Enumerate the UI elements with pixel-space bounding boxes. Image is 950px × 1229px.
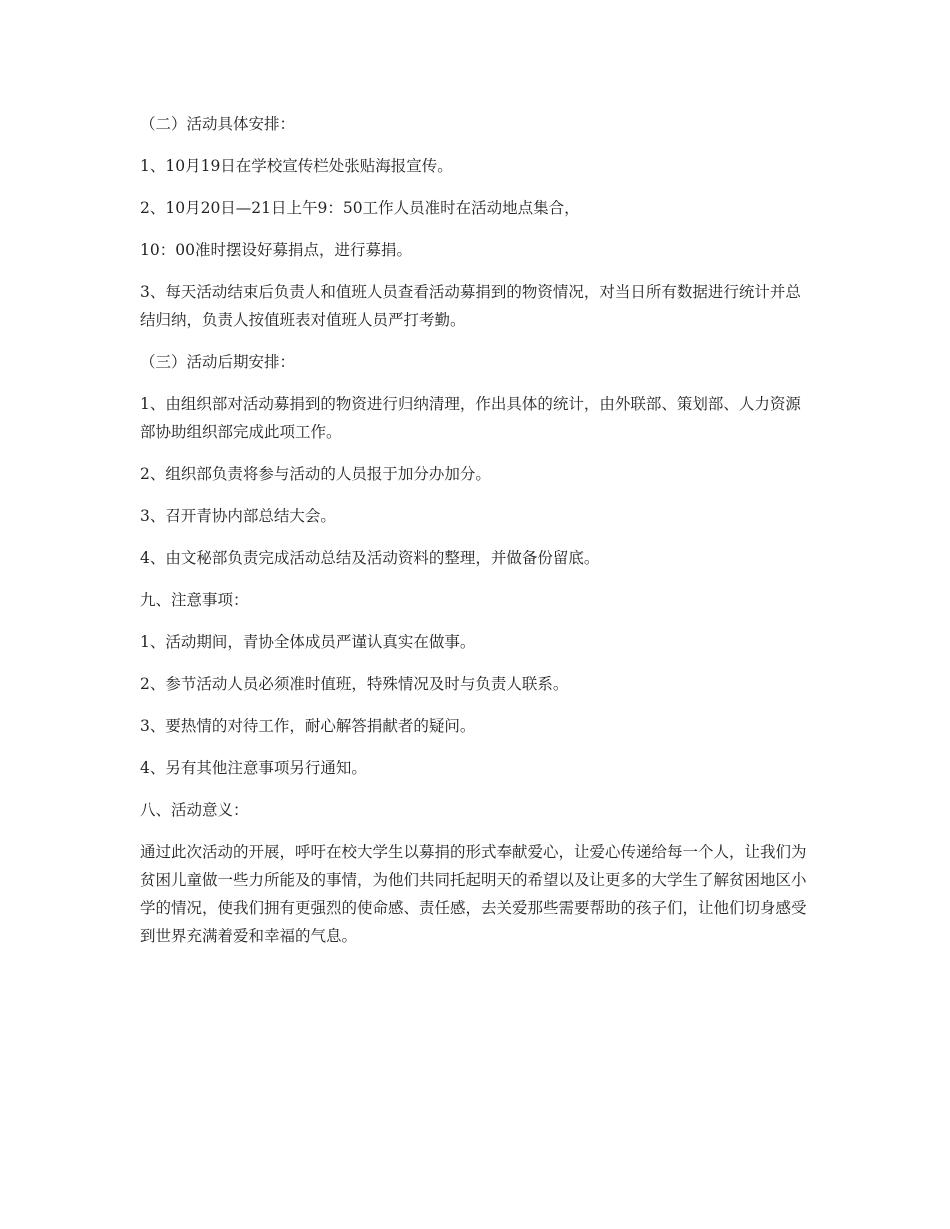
post-activity-item-3: 3、召开青协内部总结大会。 (140, 507, 336, 525)
notes-item-1: 1、活动期间，青协全体成员严谨认真实在做事。 (140, 633, 476, 651)
document-page (140, 110, 810, 964)
schedule-item-2-continued: 10：00准时摆设好募捐点，进行募捐。 (140, 241, 412, 259)
schedule-item-2: 2、10月20日—21日上午9：50工作人员准时在活动地点集合， (140, 199, 580, 217)
schedule-item-3: 3、每天活动结束后负责人和值班人员查看活动募捐到的物资情况，对当日所有数据进行统计并总结归纳，负责人按值班表对值班人员严打考勤。 (140, 283, 801, 329)
section-heading-significance: 八、活动意义： (140, 801, 249, 819)
section-heading-post-activity: （三）活动后期安排： (140, 353, 296, 371)
post-activity-item-1: 1、由组织部对活动募捐到的物资进行归纳清理，作出具体的统计，由外联部、策划部、人力资源部协助组织部完成此项工作。 (140, 395, 801, 441)
section-heading-activity-schedule: （二）活动具体安排： (140, 115, 296, 133)
significance-paragraph: 通过此次活动的开展，呼吁在校大学生以募捐的形式奉献爱心，让爱心传递给每一个人，让我们为贫困儿童做一些力所能及的事情，为他们共同托起明天的希望以及让更多的大学生了解贫困地区小学的情况，使我们拥有更强烈的使命感、责任感，去关爱那些需要帮助的孩子们，让他们切身感受到世界充满着爱和幸福的气息。 (140, 843, 807, 945)
section-heading-notes: 九、注意事项： (140, 591, 249, 609)
post-activity-item-2: 2、组织部负责将参与活动的人员报于加分办加分。 (140, 465, 491, 483)
notes-item-3: 3、要热情的对待工作，耐心解答捐献者的疑问。 (140, 717, 476, 735)
post-activity-item-4: 4、由文秘部负责完成活动总结及活动资料的整理，并做备份留底。 (140, 549, 600, 567)
schedule-item-1: 1、10月19日在学校宣传栏处张贴海报宣传。 (140, 157, 453, 175)
notes-item-4: 4、另有其他注意事项另行通知。 (140, 759, 367, 777)
notes-item-2: 2、参节活动人员必须准时值班，特殊情况及时与负责人联系。 (140, 675, 569, 693)
